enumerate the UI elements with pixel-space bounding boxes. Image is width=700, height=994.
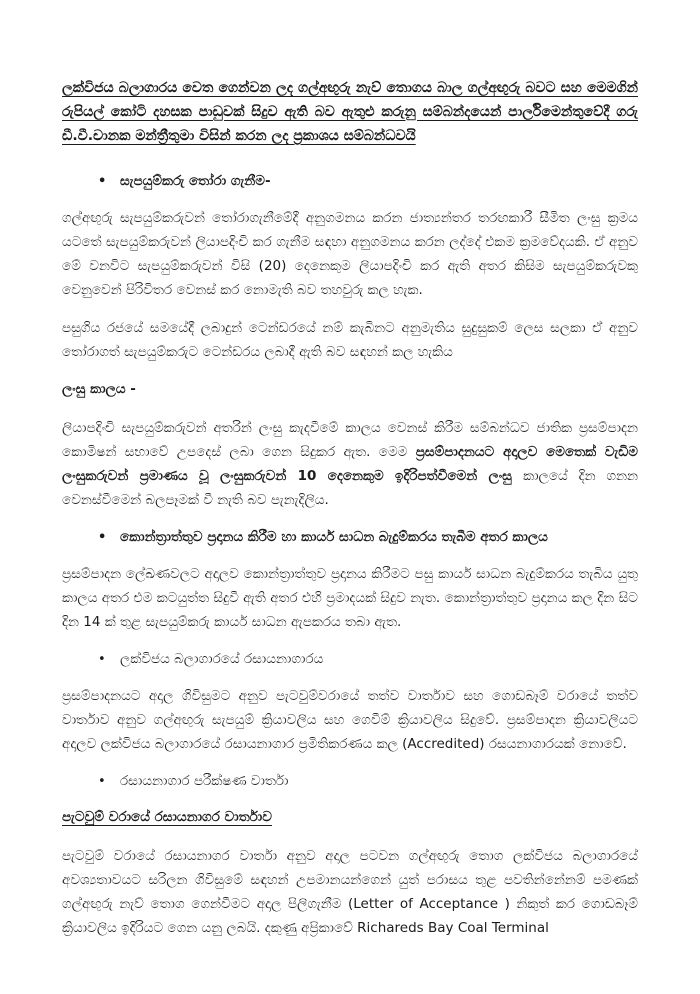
text-run: පසුගිය රජයේ සමයේදී ලබාදුන් ටෙන්ඩරයේ නම් කැබිනට අනුමැතිය සුදුසුකම් ලෙස සලකා ඒ අනුව තෝරාගත් සැපයුම්කරුට ටෙන්ඩරය ලබාදී ඇති බව සඳහන් කල හැකිය [62,320,638,360]
paragraph [62,562,638,634]
text-run: ගල්අඟුරු සැපයුම්කරුවන් තෝරාගැනීමේදී අනුගමනය කරන ජාත්‍යන්තර තරඟකාරී සීමිත ලංසු ක්‍රමය යටතේ සැපයුම්කරුවන් ලියාපදිංචි කර ගැනීම සඳහා අනුගමනය කරන ලද්දේ එකම ක්‍රමවේදයකි. ඒ අනුව මේ වනවිට සැපයුම්කරුවන් විසි (20) දෙනෙකුම ලියාපදිංචි කර ඇති අතර කිසිම සැපයුම්කරුවකු වෙනුවෙන් පිරිවිතර වෙනස් කර නොමැති බව තහවුරු කල හැක. [62,210,638,298]
text-run: ලංසු කාලය - [62,381,136,397]
document-title [62,76,638,148]
document-content [62,76,638,940]
bullet-marker-icon: • [98,530,107,545]
text-run: කාලයේ දින ගනන වෙනස්වීමෙන් බලපෑමක් වී නැති බව පැනැදිලිය. [62,468,638,508]
bullet-label: සැපයුම්කරු තෝරා ගැනීම- [120,173,271,189]
bullet-item [98,170,638,193]
paragraph [62,844,638,940]
paragraph [62,316,638,364]
bullet-marker-icon: • [98,774,106,789]
paragraph [62,684,638,756]
text-run: ප්‍රසම්පාදනයට අදාල ගිවිසුමට අනුව පැටවුම්වරායේ තත්ව වාර්තාව සහ ගොඩබෑම් වරායේ තත්ව වාර්තාව අනුව ගල්අඟුරු සැපයුම් ක්‍රියාවලිය සහ ගෙවීම් ක්‍රියාවලිය සිදුවේ. ප්‍රසම්පාදන ක්‍රියාවලියට අදාලව ලක්විජය බලාගාරයේ රසායනාගාර ප්‍රමිතිකරණය කල (Accredited) රසයනාගාරයක් නොවේ. [62,688,638,752]
bullet-item [98,770,638,793]
bullet-item [98,526,638,549]
bullet-label: ලක්විජය බලාගාරයේ රසායනාගාරය [120,651,324,667]
section-heading [62,378,638,400]
text-run: පැටවුම් වරායේ රසායනාගර වාර්තා අනුව අදාල පටවන ගල්අඟුරු තොග ලක්විජය බලාගාරයේ අවශ්‍යතාවයට සරිලන ගිවිසුමේ සඳහන් උපමානයන්ගෙන් යුත් පරාසය තුළ පවතින්නේනම් පමණක් ගල්අඟුරු නැව් තොග ගෙන්වීමට අදාල පිලිගැනීම (Letter of Acceptance ) නිකුත් කර ගොඩබෑම් ක්‍රියාවලිය ඉදිරියට ගෙන යනු ලබයි. දකුණු අප්‍රිකාවේ Richareds Bay Coal Terminal [62,848,638,936]
bullet-label: කොන්ත්‍රාත්තුව ප්‍රදානය කිරීම හා කාර්ය සාධන බැදුම්කරය තැබීම අතර කාලය [120,529,548,545]
section-heading-underlined [62,806,638,828]
paragraph [62,206,638,302]
text-run: පැටවුම් වරායේ රසායනාගර වාර්තාව [62,809,272,825]
bold-text-run: ප්‍රසම්පාදනයට අදාලව මෙතෙක් වැඩිම ලංසුකරුවන් ප්‍රමාණය වූ ලංසුකරුවන් 10 දෙනෙකුම ඉදිරිපත්වීමෙන් ලංසු [62,444,638,484]
bullet-marker-icon: • [98,652,106,667]
bullet-label: රසායනාගාර පරීක්ෂණ වාර්තා [120,773,289,789]
bullet-item [98,648,638,671]
text-run: ලියාපදිංචි සැපයුම්කරුවන් අතරින් ලංසු කැදවීමේ කාලය වෙනස් කිරීම සම්බන්ධව ජාතික ප්‍රසම්පාදන කොමිෂන් සභාවේ උපදෙස් ලබා ගෙන සිදුකර ඇත. මෙම [62,420,638,460]
bullet-marker-icon: • [98,174,107,189]
paragraph [62,416,638,512]
text-run: ප්‍රසම්පාදන ලේඛණවලට අදාලව කොන්ත්‍රාත්තුව ප්‍රදානය කිරීමට පසු කාර්ය සාධන බැදුම්කරය තැබිය යුතු කාලය අතර එම කටයුත්ත සිදුවී ඇති අතර එහි ප්‍රමාදයක් සිදුව නැත. කොන්ත්‍රාත්තුව ප්‍රදානය කල දින සිට දින 14 ක් තුළ සැපයුම්කරු කාර්ය සාධන ඇපකරය තබා ඇත. [62,566,638,630]
text-run: ලක්විජය බලාගාරය වෙත ගෙන්වන ලද ගල්අඟුරු නැව් තොගය බාල ගල්අඟුරු බවට සහ මෙමගින් රුපියල් කෝටි දහසක පාඩුවක් සිදුව ඇති බව ඇතුළු කරුනු සම්බන්දයෙන් පාර්ලිමෙන්තුවේදී ගරු ඩී.වී.චානක මන්ත්‍රීතුමා විසින් කරන ලද ප්‍රකාශය සම්බන්ධවයි [62,80,638,144]
